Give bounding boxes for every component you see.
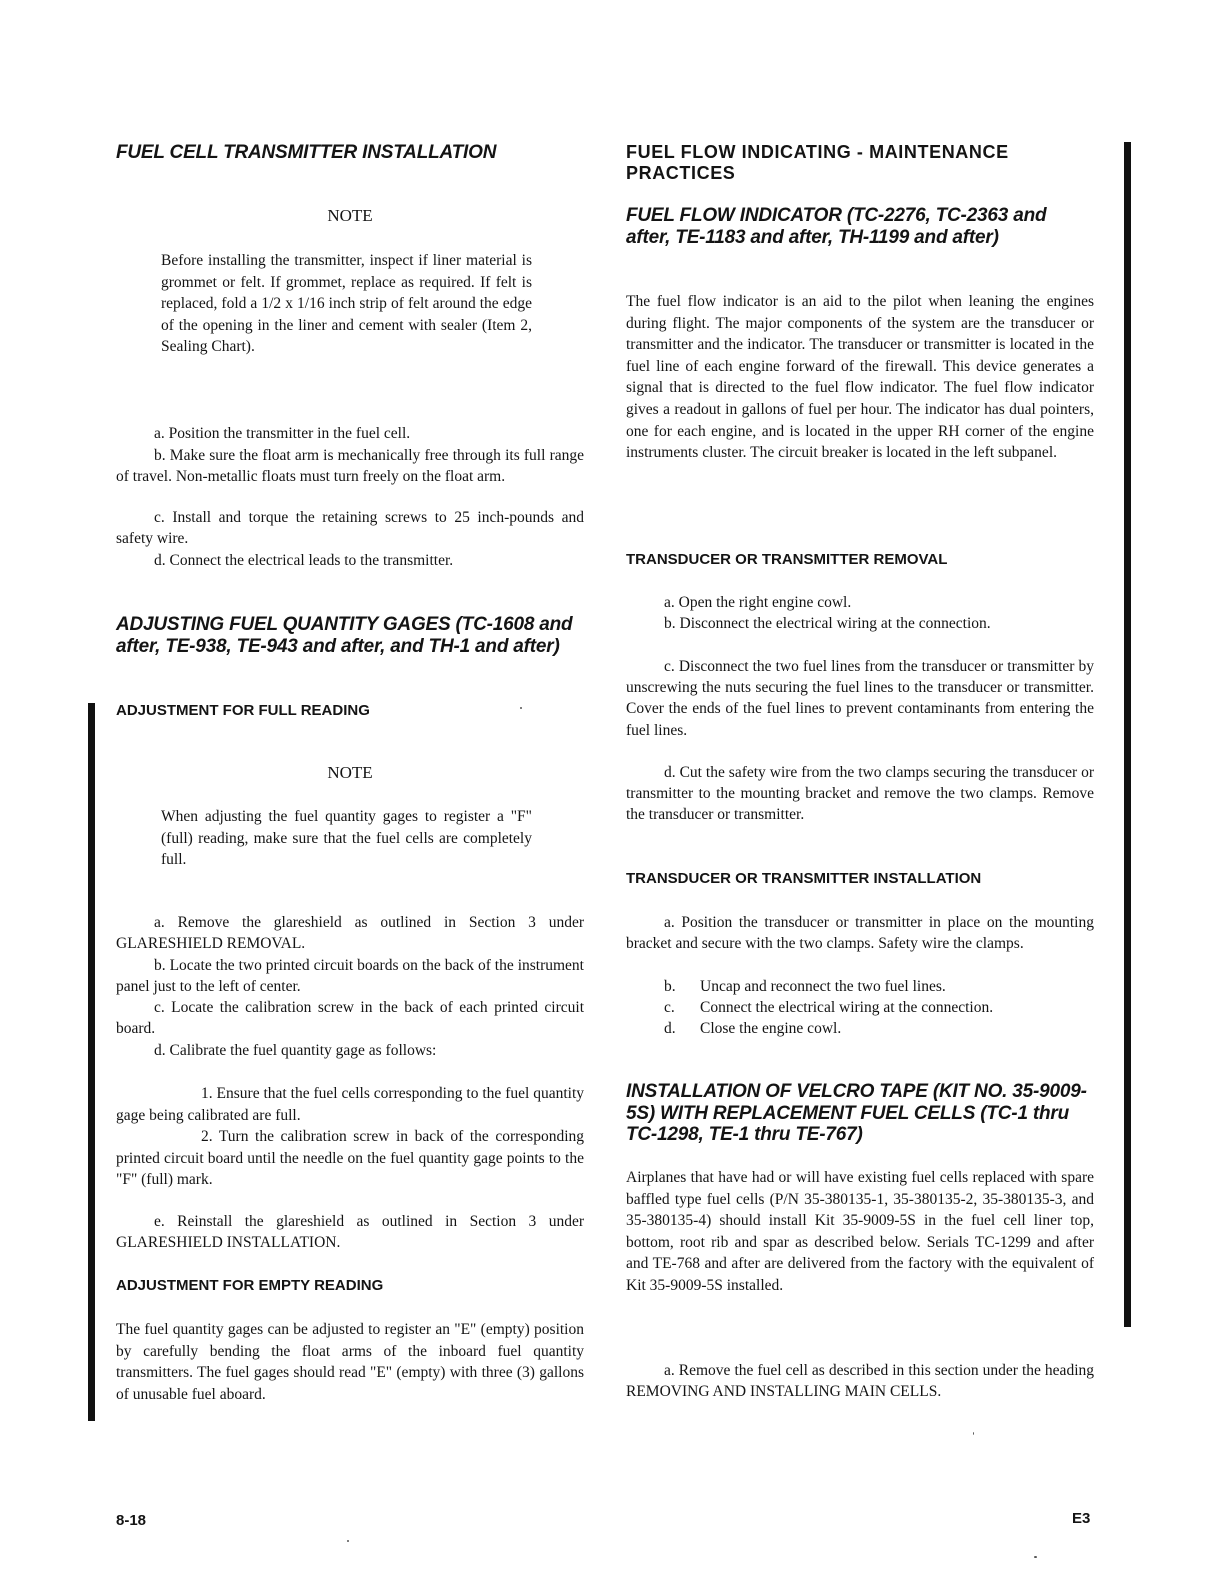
full-step-b: b. Locate the two printed circuit boards on the back of the instrument panel just to the left of center. — [116, 957, 584, 996]
step-text: Uncap and reconnect the two fuel lines. — [700, 978, 946, 995]
scan-speck — [973, 1432, 974, 1435]
empty-reading-body: The fuel quantity gages can be adjusted to register an "E" (empty) position by carefully bending the float arms of the inboard fuel quantity transmitters. The fuel gages should read "E" (empty) with three (3) gallons of unusable fuel aboard. — [116, 1321, 584, 1403]
heading-fuel-flow-indicating: FUEL FLOW INDICATING - MAINTENANCE PRACTICES — [626, 142, 1009, 183]
step-text: Close the engine cowl. — [700, 1020, 842, 1037]
scan-speck — [1034, 1556, 1037, 1558]
change-bar-left — [88, 703, 95, 1421]
full-step-a: a. Remove the glareshield as outlined in Section 3 under GLARESHIELD REMOVAL. — [116, 914, 584, 953]
step-letter: b. — [664, 978, 676, 995]
note-title-2: NOTE — [327, 763, 373, 782]
removal-step-c: c. Disconnect the two fuel lines from the transducer or transmitter by unscrewing the nuts securing the fuel lines to the transducer or transmitter. Cover the ends of the fuel lines to prevent contaminants from entering the fuel lines. — [626, 658, 1094, 739]
step-text: Connect the electrical wiring at the connection. — [700, 999, 994, 1016]
installation-step-b — [626, 976, 1094, 998]
velcro-step-a: a. Remove the fuel cell as described in this section under the heading REMOVING AND INSTALLING MAIN CELLS. — [626, 1362, 1094, 1401]
step-letter: d. — [664, 1020, 676, 1037]
fuel-flow-indicator-body: The fuel flow indicator is an aid to the pilot when leaning the engines during flight. The major components of the system are the transducer or transmitter and the indicator. The transducer or transmitter is located in the fuel line of each engine forward of the firewall. This device generates a signal that is directed to the fuel flow indicator. The fuel flow indicator gives a readout in gallons of fuel per hour. The indicator has dual pointers, one for each engine, and is located in the upper RH corner of the engine instruments cluster. The circuit breaker is located in the left subpanel. — [626, 293, 1094, 462]
installation-step-a: a. Position the transducer or transmitter in place on the mounting bracket and secure with the two clamps. Safety wire the clamps. — [626, 914, 1094, 953]
change-bar-right — [1124, 142, 1131, 1327]
note-body-2: When adjusting the fuel quantity gages to register a "F" (full) reading, make sure that the fuel cells are completely full. — [161, 808, 532, 868]
note-body: Before installing the transmitter, inspect if liner material is grommet or felt. If grommet, replace as required. If felt is replaced, fold a 1/2 x 1/16 inch strip of felt around the edge of the opening in the liner and cement with sealer (Item 2, Sealing Chart). — [161, 252, 532, 355]
full-step-d-1: 1. Ensure that the fuel cells corresponding to the fuel quantity gage being calibrated are full. — [116, 1085, 584, 1124]
heading-fuel-cell-transmitter-installation: FUEL CELL TRANSMITTER INSTALLATION — [116, 142, 497, 163]
step-letter: c. — [664, 999, 675, 1016]
page-number: 8-18 — [116, 1512, 147, 1529]
step-d: d. Connect the electrical leads to the transmitter. — [154, 552, 454, 569]
step-b: b. Make sure the float arm is mechanically free through its full range of travel. Non-metallic floats must turn freely on the float arm. — [116, 447, 584, 486]
scan-speck — [347, 1540, 349, 1542]
heading-velcro-tape-installation: INSTALLATION OF VELCRO TAPE (KIT NO. 35-9009-5S) WITH REPLACEMENT FUEL CELLS (TC-1 thru TC-1298, TE-1 thru TE-767) — [626, 1081, 1087, 1145]
full-step-c: c. Locate the calibration screw in the back of each printed circuit board. — [116, 999, 584, 1038]
heading-fuel-flow-indicator: FUEL FLOW INDICATOR (TC-2276, TC-2363 and after, TE-1183 and after, TH-1199 and after) — [626, 205, 1047, 248]
note-title: NOTE — [327, 206, 373, 225]
heading-adjustment-empty-reading: ADJUSTMENT FOR EMPTY READING — [116, 1277, 384, 1294]
step-a: a. Position the transmitter in the fuel cell. — [154, 425, 411, 442]
full-step-d: d. Calibrate the fuel quantity gage as follows: — [154, 1042, 437, 1059]
heading-transducer-removal: TRANSDUCER OR TRANSMITTER REMOVAL — [626, 551, 948, 568]
removal-step-b: b. Disconnect the electrical wiring at the connection. — [664, 615, 991, 632]
removal-step-a: a. Open the right engine cowl. — [664, 594, 852, 611]
velcro-body: Airplanes that have had or will have existing fuel cells replaced with spare baffled type fuel cells (P/N 35-380135-1, 35-380135-2, 35-380135-3, and 35-380135-4) should install Kit 35-9009-5S in the fuel cell liner top, bottom, root rib and spar as described below. Serials TC-1299 and after and TE-768 and after are delivered from the factory with the equivalent of Kit 35-9009-5S installed. — [626, 1169, 1094, 1294]
page-code: E3 — [1072, 1510, 1091, 1527]
step-c: c. Install and torque the retaining screws to 25 inch-pounds and safety wire. — [116, 509, 584, 548]
installation-step-d — [626, 1018, 1094, 1040]
removal-step-d: d. Cut the safety wire from the two clamps securing the transducer or transmitter to the mounting bracket and remove the two clamps. Remove the transducer or transmitter. — [626, 764, 1094, 824]
full-step-d-2: 2. Turn the calibration screw in back of the corresponding printed circuit board until the needle on the fuel quantity gage points to the "F" (full) mark. — [116, 1128, 584, 1188]
scan-speck — [520, 707, 522, 709]
heading-transducer-installation: TRANSDUCER OR TRANSMITTER INSTALLATION — [626, 870, 982, 887]
heading-adjustment-full-reading: ADJUSTMENT FOR FULL READING — [116, 702, 370, 719]
full-step-e: e. Reinstall the glareshield as outlined in Section 3 under GLARESHIELD INSTALLATION. — [116, 1213, 584, 1252]
heading-adjusting-fuel-quantity-gages: ADJUSTING FUEL QUANTITY GAGES (TC-1608 and after, TE-938, TE-943 and after, and TH-1 and after) — [116, 614, 573, 657]
installation-step-c — [626, 997, 1094, 1019]
